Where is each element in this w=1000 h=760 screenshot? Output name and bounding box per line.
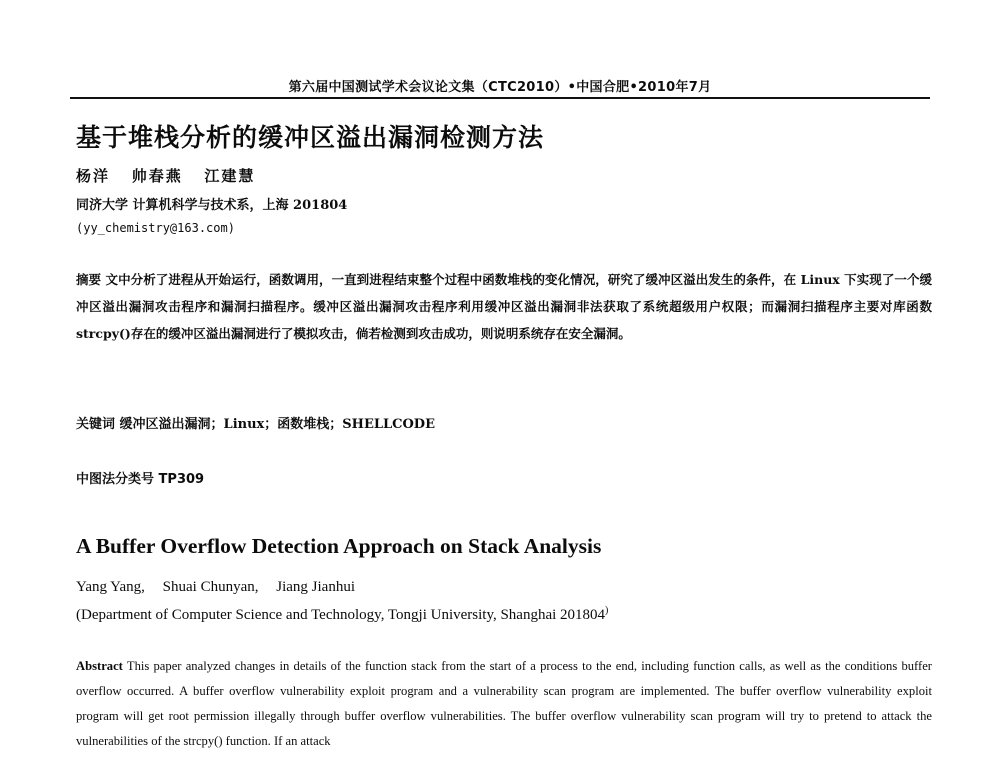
cn-author: 江建慧 [204,167,256,185]
en-authors [76,579,369,596]
running-header: 第六届中国测试学术会议论文集（CTC2010）•中国合肥•2010年7月 [288,80,712,95]
en-abstract [76,654,932,754]
cn-author: 杨洋 [76,167,111,185]
en-abstract-label: Abstract [76,659,123,673]
cn-class-code: TP309 [158,472,205,487]
cn-keywords-text: 缓冲区溢出漏洞；Linux；函数堆栈；SHELLCODE [119,417,435,432]
cn-authors [76,165,255,186]
en-author: Shuai Chunyan, [162,579,259,595]
cn-classification [76,468,204,487]
cn-abstract-text: 文中分析了进程从开始运行，函数调用，一直到进程结束整个过程中函数堆栈的变化情况，研究了缓冲区溢出发生的条件，在 Linux 下实现了一个缓冲区溢出漏洞攻击程序和漏洞扫描程序。缓冲区溢出漏洞攻击程序利用缓冲区溢出漏洞非法获取了系统超级用户权限；而漏洞扫描程序主要对库函数 strcpy()存在的缓冲区溢出漏洞进行了模拟攻击，倘若检测到攻击成功，则说明系统存在安全漏洞。 [76,272,932,341]
cn-keywords [76,413,435,432]
en-affiliation-text: (Department of Computer Science and Technology, Tongji University, Shanghai 201804 [76,607,606,623]
cn-email: (yy_chemistry@163.com) [76,221,235,235]
en-title: A Buffer Overflow Detection Approach on Stack Analysis [76,534,602,558]
cn-author: 帅春燕 [131,167,183,185]
en-author: Jiang Jianhui [276,579,356,595]
cn-abstract [76,266,932,347]
en-affiliation [76,605,608,624]
cn-keywords-label: 关键词 [76,417,116,432]
cn-abstract-label: 摘要 [76,272,102,287]
header-rule [70,97,930,99]
cn-title: 基于堆栈分析的缓冲区溢出漏洞检测方法 [76,123,545,152]
en-author: Yang Yang, [76,579,145,595]
cn-class-label: 中图法分类号 [76,472,155,487]
en-abstract-text: This paper analyzed changes in details of the function stack from the start of a process to the end, including function calls, as well as the conditions buffer overflow occurred. A buffer overflow vulnerability exploit program and a vulnerability scan program are implemented. The buffer overflow vulnerability exploit program will get root permission illegally through buffer overflow vulnerabilities. The buffer overflow vulnerability scan program will try to pretend to attack the vulnerabilities of the strcpy() function. If an attack [76,659,932,748]
cn-affiliation: 同济大学 计算机科学与技术系，上海 201804 [76,198,348,213]
en-affiliation-close: ) [605,605,609,616]
